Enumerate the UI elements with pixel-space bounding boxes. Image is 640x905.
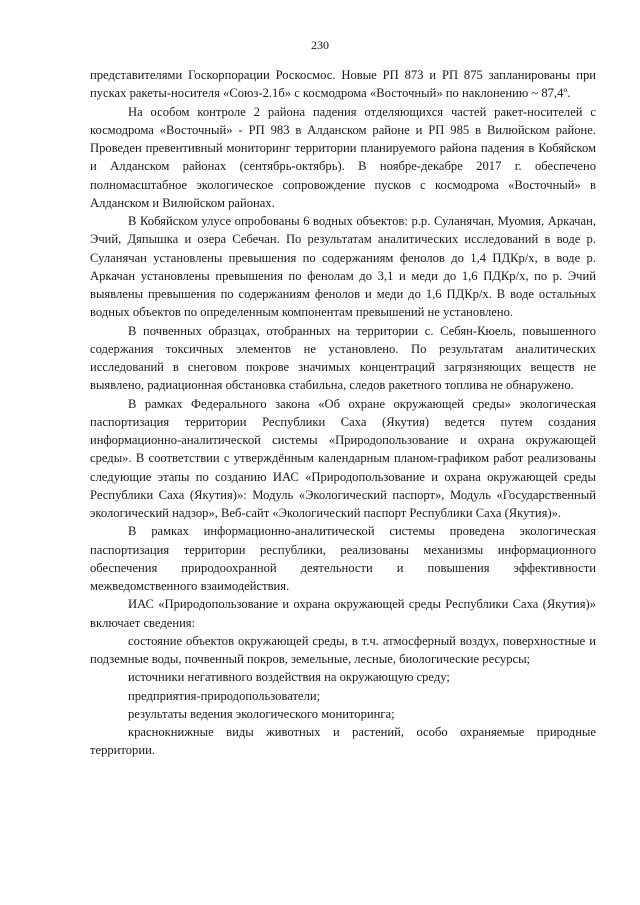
paragraph-water-objects: В Кобяйском улусе опробованы 6 водных объектов: р.р. Суланячан, Муомия, Аркачан, Эчий, Дяпышка и озера Себечан. По результатам аналитических исследований в воде р. Суланячан установлены превышения по содержаниям фенолов до 1,4 ПДКр/х, в воде р. Аркачан установлены превышения по фенолам до 3,1 и меди до 1,6 ПДКр/х, по р. Эчий выявлены превышения по содержаниям фенолов и меди до 1,6 ПДКр/х. В воде остальных водных объектов по определенным компонентам превышений не установлено. (90, 214, 596, 320)
page-number: 230 (311, 38, 329, 52)
list-item: результаты ведения экологического мониторинга; (128, 706, 395, 721)
paragraph-launch-areas: На особом контроле 2 района падения отделяющихся частей ракет-носителей с космодрома «Восточный» - РП 983 в Алданском районе и РП 985 в Вилюйском районе. Проведен превентивный мониторинг территории планируемого района падения в Кобяйском и Алданском районах (сентябрь-октябрь). В ноябре-декабре 2017 г. обеспечено полномасштабное экологическое сопровождение пусков с космодрома «Восточный» в Алданском и Вилюйском районах. (90, 104, 596, 210)
paragraph-ias-includes: ИАС «Природопользование и охрана окружающей среды Республики Саха (Якутия)» включает сведения: (90, 597, 596, 630)
document-body (90, 66, 596, 760)
paragraph-soil-samples: В почвенных образцах, отобранных на территории с. Себян-Кюель, повышенного содержания токсичных элементов не установлено. По результатам аналитических исследований в снеговом покрове значимых концентраций загрязняющих веществ не выявлено, радиационная обстановка стабильна, следов ракетного топлива не обнаружено. (90, 323, 596, 393)
paragraph-federal-law: В рамках Федерального закона «Об охране окружающей среды» экологическая паспортизация территории Республики Саха (Якутия) ведется путем создания информационно-аналитической системы «Природопользование и охрана окружающей среды». В соответствии с утверждённым календарным планом-графиком работ реализованы следующие этапы по созданию ИАС «Природопользование и охрана окружающей среды Республики Саха (Якутия)»: Модуль «Экологический паспорт», Модуль «Государственный экологический надзор», Веб-сайт «Экологический паспорт Республики Саха (Якутия)». (90, 396, 596, 520)
paragraph-info-system: В рамках информационно-аналитической системы проведена экологическая паспортизация территории республики, реализованы механизмы информационного обеспечения природоохранной деятельности и повышения эффективности межведомственного взаимодействия. (90, 524, 596, 593)
list-item: предприятия-природопользователи; (128, 688, 321, 703)
paragraph-continuation: представителями Госкорпорации Роскосмос. Новые РП 873 и РП 875 запланированы при пусках ракеты-носителя «Союз-2.1б» с космодрома «Восточный» по наклонению ~ 87,4º. (90, 68, 596, 101)
list-item: источники негативного воздействия на окружающую среду; (128, 670, 450, 685)
list-item: краснокнижные виды животных и растений, особо охраняемые природные территории. (90, 725, 596, 758)
list-item: состояние объектов окружающей среды, в т.ч. атмосферный воздух, поверхностные и подземные воды, почвенный покров, земельные, лесные, биологические ресурсы; (90, 633, 596, 666)
